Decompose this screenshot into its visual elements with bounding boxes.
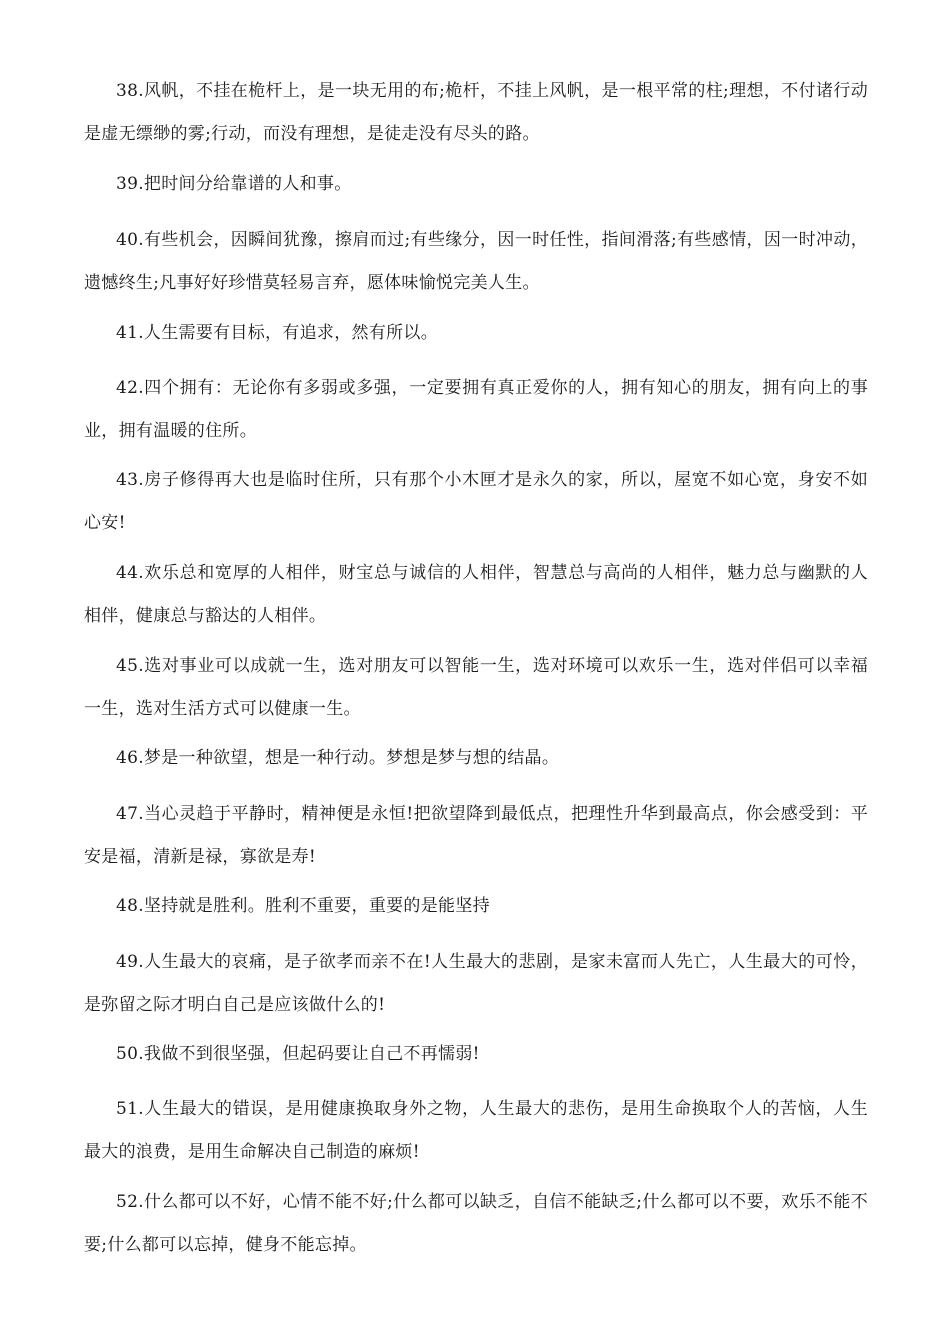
paragraph-48: 48.坚持就是胜利。胜利不重要，重要的是能坚持 — [116, 896, 490, 916]
paragraph-43: 43.房子修得再大也是临时住所，只有那个小木匣才是永久的家，所以，屋宽不如心宽，身安不如心安! — [84, 470, 868, 533]
paragraph-42: 42.四个拥有：无论你有多弱或多强，一定要拥有真正爱你的人，拥有知心的朋友，拥有向上的事业，拥有温暖的住所。 — [84, 378, 868, 441]
paragraph-46: 46.梦是一种欲望，想是一种行动。梦想是梦与想的结晶。 — [116, 748, 560, 768]
paragraph-41: 41.人生需要有目标，有追求，然有所以。 — [116, 323, 439, 343]
paragraph-51: 51.人生最大的错误，是用健康换取身外之物，人生最大的悲伤，是用生命换取个人的苦恼，人生最大的浪费，是用生命解决自己制造的麻烦! — [84, 1099, 868, 1162]
paragraph-38: 38.风帆，不挂在桅杆上，是一块无用的布;桅杆，不挂上风帆，是一根平常的柱;理想，不付诸行动是虚无缥缈的雾;行动，而没有理想，是徒走没有尽头的路。 — [84, 81, 868, 144]
paragraph-44: 44.欢乐总和宽厚的人相伴，财宝总与诚信的人相伴，智慧总与高尚的人相伴，魅力总与幽默的人相伴，健康总与豁达的人相伴。 — [84, 563, 868, 626]
paragraph-39: 39.把时间分给靠谱的人和事。 — [116, 174, 352, 194]
paragraph-47: 47.当心灵趋于平静时，精神便是永恒!把欲望降到最低点，把理性升华到最高点，你会感受到：平安是福，清新是禄，寡欲是寿! — [84, 804, 868, 867]
paragraph-45: 45.选对事业可以成就一生，选对朋友可以智能一生，选对环境可以欢乐一生，选对伴侣可以幸福一生，选对生活方式可以健康一生。 — [84, 656, 868, 719]
paragraph-49: 49.人生最大的哀痛，是子欲孝而亲不在!人生最大的悲剧，是家未富而人先亡，人生最大的可怜，是弥留之际才明白自己是应该做什么的! — [84, 952, 868, 1015]
paragraph-50: 50.我做不到很坚强，但起码要让自己不再懦弱! — [116, 1044, 480, 1064]
paragraph-52: 52.什么都可以不好，心情不能不好;什么都可以缺乏，自信不能缺乏;什么都可以不要，欢乐不能不要;什么都可以忘掉，健身不能忘掉。 — [84, 1192, 868, 1255]
paragraph-40: 40.有些机会，因瞬间犹豫，擦肩而过;有些缘分，因一时任性，指间滑落;有些感情，因一时冲动，遗憾终生;凡事好好珍惜莫轻易言弃，愿体味愉悦完美人生。 — [84, 230, 868, 293]
